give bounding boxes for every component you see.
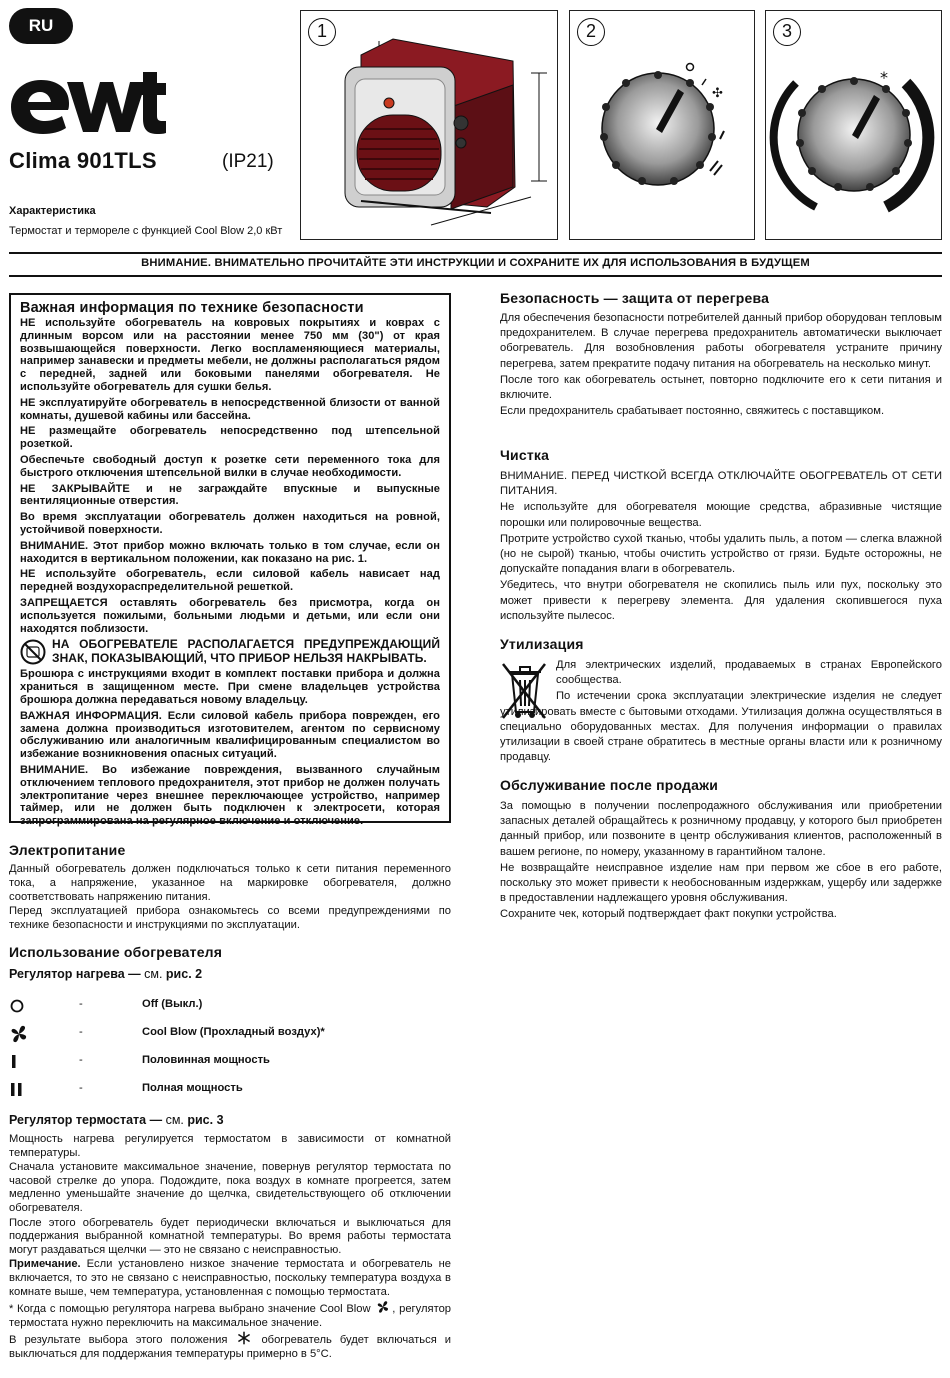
thermostat-title: Регулятор термостата — см. рис. 3: [9, 1113, 224, 1127]
do-not-cover-warning: НА ОБОГРЕВАТЕЛЕ РАСПОЛАГАЕТСЯ ПРЕДУПРЕЖДАЮЩИЙ ЗНАК, ПОКАЗЫВАЮЩИЙ, ЧТО ПРИБОР НЕЛЬЗЯ НАКРЫВАТЬ.: [20, 638, 440, 665]
frost-icon: [235, 1331, 253, 1345]
figure-number: 3: [773, 18, 801, 46]
heat-regulator-title: Регулятор нагрева — см. рис. 2: [9, 967, 203, 981]
safety-title: Важная информация по технике безопасности: [20, 300, 364, 316]
service-title: Обслуживание после продажи: [500, 777, 719, 793]
warning-rule-top: [9, 252, 942, 254]
safety-item: НЕ эксплуатируйте обогреватель в непосредственной близости от ванной комнаты, душевой кабины или бассейна.: [20, 396, 440, 422]
safety-item: ЗАПРЕЩАЕТСЯ оставлять обогреватель без присмотра, когда он используется пожилыми, больными людьми и детьми, или если они находятся поблизости.: [20, 596, 440, 635]
safety-item: ВНИМАНИЕ. Во избежание повреждения, вызванного случайным отключением теплового предохранителя, этот прибор не должен получать электропитание через внешнее переключающее устройство, например таймер, или не должен быть подключен к электросети, которая запрограммирована на регулярное включение и отключение.: [20, 763, 440, 828]
half-power-icon: [9, 1052, 29, 1072]
mode-off-row: - Off (Выкл.): [9, 996, 449, 1016]
safety-item: Брошюра с инструкциями входит в комплект поставки прибора и должна храниться в защищенном месте. При смене владельцев устройства брошюра должна передаваться новому владельцу.: [20, 668, 440, 706]
overheat-text: Для обеспечения безопасности потребителей данный прибор оборудован тепловым предохранителем. В случае перегрева предохранитель автоматически выключает обогреватель. Для возобновления работы обогревателя устраните причину перегрева, затем прекратите подачу питания на обогреватель на несколько минут. После того как обогреватель остынет, повторно подключите его к сети питания и включите. Если предохранитель срабатывает постоянно, свяжитесь с поставщиком.: [500, 312, 942, 418]
heater-illustration: [301, 11, 557, 239]
figure-1-heater: [300, 10, 558, 240]
mode-half-power-row: - Половинная мощность: [9, 1052, 449, 1072]
full-power-icon: [9, 1080, 29, 1100]
power-title: Электропитание: [9, 842, 126, 858]
safety-item: Обеспечьте свободный доступ к розетке сети переменного тока для быстрого отключения штепсельной вилки в случае необходимости.: [20, 453, 440, 479]
thermostat-knob: [766, 11, 941, 239]
model-name: Clima 901TLS: [9, 148, 157, 173]
disposal-text: Для электрических изделий, продаваемых в странах Европейского сообщества. По истечении срока эксплуатации электрические изделия не следует утилизировать вместе с бытовыми отходами. Утилизация должна осуществляться в специально оборудованных местах. Для получения информации о правилах утилизации в своей стране обратитесь в местные органы власти или к розничному продавцу.: [500, 659, 942, 764]
svg-text:✣: ✣: [712, 86, 723, 101]
cleaning-text: ВНИМАНИЕ. ПЕРЕД ЧИСТКОЙ ВСЕГДА ОТКЛЮЧАЙТЕ ОБОГРЕВАТЕЛЬ ОТ СЕТИ ПИТАНИЯ. Не используйте для обогревателя моющие средства, абразивные чистящие порошки или полировочные вещества. Протрите устройство сухой тканью, чтобы удалить пыль, а потом — слегка влажной (но не сырой) тканью, чтобы очистить устройство от грязи. Будьте осторожны, не допускайте попадания влаги в обогреватель. Убедитесь, что внутри обогревателя не скопились пыль или пух, поскольку это может привести к перегреву элемента. Для удаления скопившегося пуха используйте пылесос.: [500, 470, 942, 622]
ip-rating: (IP21): [222, 151, 274, 172]
fan-icon: [374, 1300, 392, 1314]
figure-number: 1: [308, 18, 336, 46]
ewt-logo: [7, 72, 167, 142]
safety-box: [9, 293, 451, 828]
safety-item: НЕ ЗАКРЫВАЙТЕ и не заграждайте впускные и выпускные вентиляционные отверстия.: [20, 482, 440, 508]
heat-regulator-knob: [570, 11, 754, 239]
service-text: За помощью в получении послепродажного обслуживания или приобретении запасных деталей обращайтесь к розничному продавцу, у которого был приобретен данный прибор, или позвоните в центр обслуживания клиентов, расположенный в вашем регионе, по номеру, указанному в гарантийном талоне. Не возвращайте неисправное изделие нам при первом же сбое в его работе, поскольку это может привести к необоснованным издержкам, ущербу или задержке в предоставлении надлежащего уровня обслуживания. Сохраните чек, который подтверждает факт покупки устройства.: [500, 800, 942, 921]
characteristics-text: Термостат и термореле с функцией Cool Blow 2,0 кВт: [9, 225, 283, 237]
disposal-title: Утилизация: [500, 636, 584, 652]
power-text: Данный обогреватель должен подключаться только к сети питания переменного тока, а напряжение, указанное на маркировке обогревателя, должно соответствовать напряжению питания. Перед эксплуатацией прибора ознакомьтесь со всеми предупреждениями по технике безопасности и инструкциями по эксплуатации.: [9, 863, 451, 932]
overheat-title: Безопасность — защита от перегрева: [500, 290, 770, 306]
figure-2-heat-knob: [569, 10, 755, 240]
safety-item: НЕ используйте обогреватель, если силовой кабель нависает над передней воздухораспределительной решеткой.: [20, 568, 440, 594]
safety-item: НЕ размещайте обогреватель непосредственно под штепсельной розеткой.: [20, 425, 440, 451]
safety-item: ВНИМАНИЕ. Этот прибор можно включать только в том случае, если он находится в вертикальном положении, как показано на рис. 1.: [20, 539, 440, 565]
safety-item: НЕ используйте обогреватель на ковровых покрытиях и ковpax с длинным ворсом или на расстоянии менее 750 мм (30") от края возвышающейся поверхности. Легко воспламеняющиеся материалы, например занавески и предметы мебели, не должны располагаться рядом с передней, задней или боковыми панелями обогревателя. Не используйте обогреватель для сушки белья.: [20, 317, 440, 393]
keep-instructions-warning: ВНИМАНИЕ. ВНИМАТЕЛЬНО ПРОЧИТАЙТЕ ЭТИ ИНСТРУКЦИИ И СОХРАНИТЕ ИХ ДЛЯ ИСПОЛЬЗОВАНИЯ В БУДУЩЕМ: [141, 257, 810, 269]
characteristics-title: Характеристика: [9, 205, 96, 217]
language-badge: RU: [9, 8, 73, 44]
fan-icon: [9, 1024, 29, 1044]
mode-full-power-row: - Полная мощность: [9, 1080, 449, 1100]
safety-item: ВАЖНАЯ ИНФОРМАЦИЯ. Если силовой кабель прибора поврежден, его замена должна производиться изготовителем, агентом по сервисному обслуживанию или аналогичным квалифицированным специалистом во избежание возникновения опасных ситуаций.: [20, 709, 440, 761]
off-icon: [9, 996, 29, 1016]
svg-text:*: *: [880, 68, 888, 87]
figure-3-thermostat-knob: [765, 10, 942, 240]
cleaning-title: Чистка: [500, 447, 550, 463]
figure-number: 2: [577, 18, 605, 46]
mode-coolblow-row: - Cool Blow (Прохладный воздух)*: [9, 1024, 449, 1044]
thermostat-text: Мощность нагрева регулируется термостатом в зависимости от комнатной температуры. Сначала установите максимальное значение, повернув регулятор термостата по часовой стрелке до упора. Подождите, пока воздух в комнате прогреется, затем медленно уменьшайте значение до щелчка, свидетельствующего об отключении обогревателя. После этого обогреватель будет периодически включаться и выключаться для поддержания выбранной комнатной температуры. Во время работы термостата могут раздаваться щелчки — это не связано с неисправностью. Примечание. Если установлено низкое значение термостата и обогреватель не включается, то это не связано с неисправностью, поскольку температура воздуха в комнате выше, чем температура, установленная с помощью термостата. * Когда с помощью регулятора нагрева выбрано значение Cool Blow , регулятор термостата нужно переключить на максимальное значение. В результате выбора этого положения обогреватель будет включаться и выключаться для поддержания температуры примерно в 5°С.: [9, 1133, 452, 1360]
warning-rule-bottom: [9, 275, 942, 277]
usage-title: Использование обогревателя: [9, 944, 223, 960]
safety-item: Во время эксплуатации обогреватель должен находиться на ровной, устойчивой поверхности.: [20, 511, 440, 536]
do-not-cover-icon: [20, 639, 46, 665]
